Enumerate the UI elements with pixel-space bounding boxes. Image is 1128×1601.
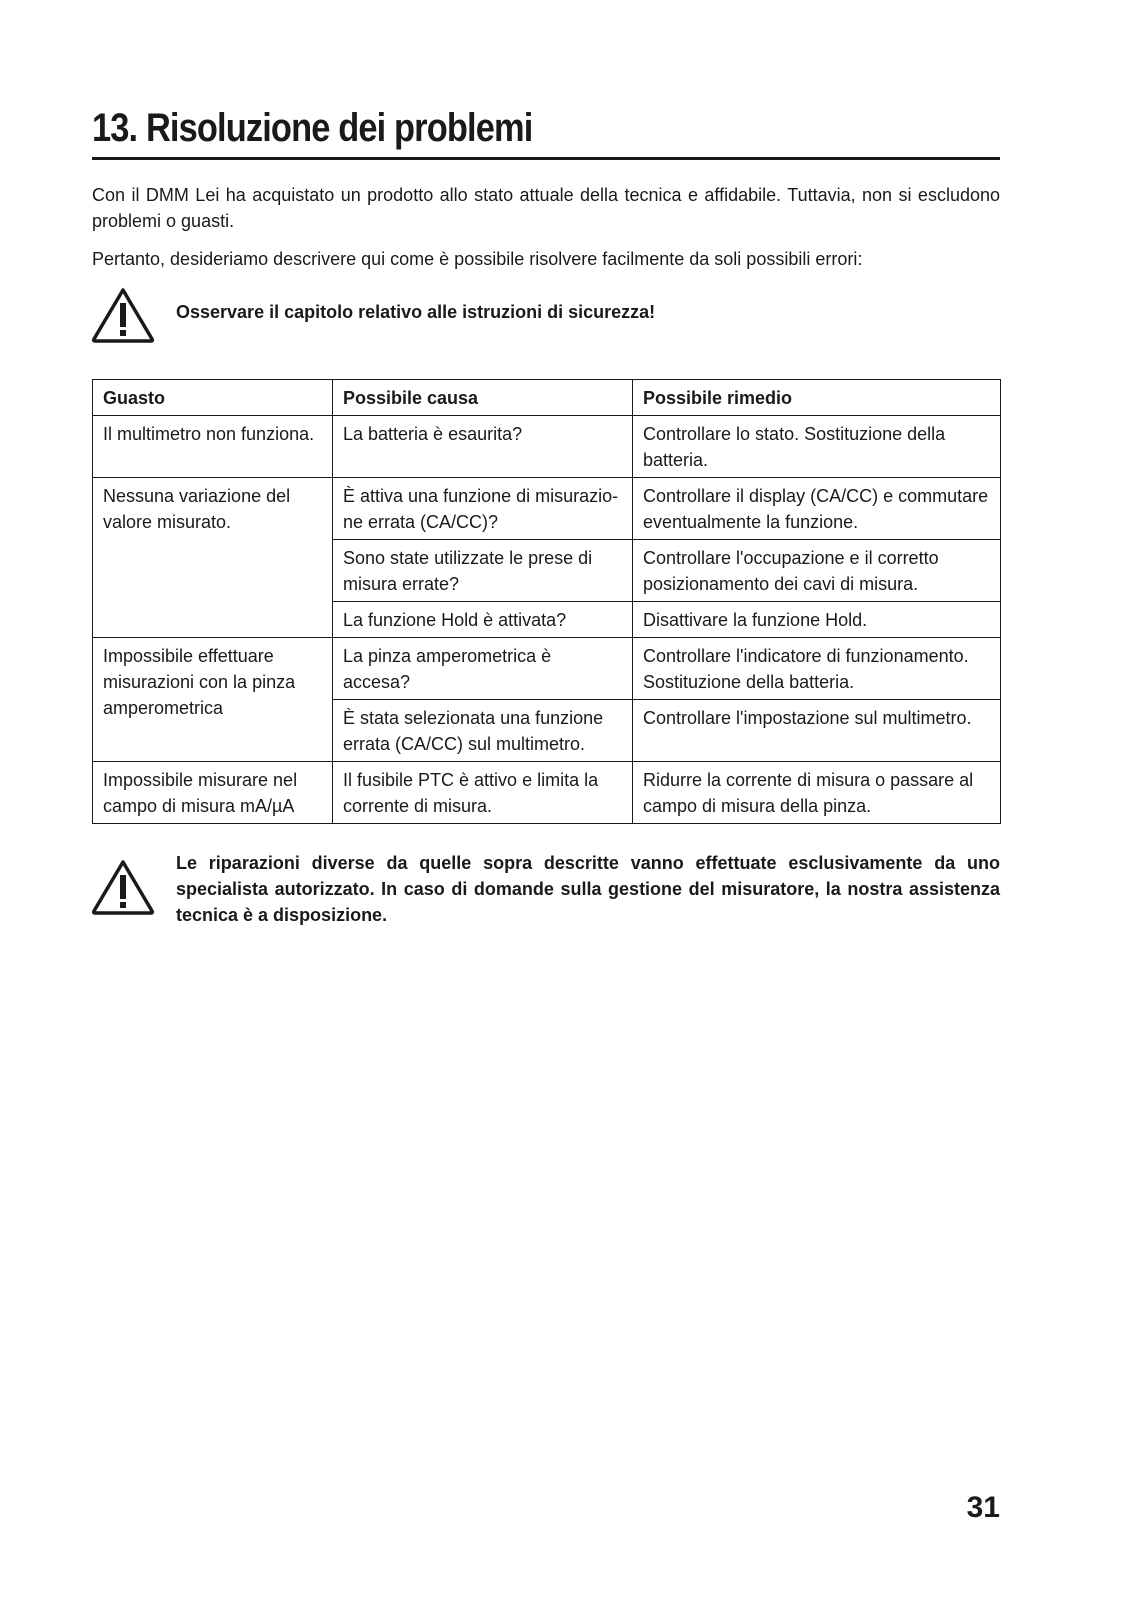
table-row <box>93 478 1001 540</box>
cause-cell: È attiva una funzione di misurazio-ne errata (CA/CC)? <box>333 478 633 540</box>
safety-warning-text: Osservare il capitolo relativo alle istruzioni di sicurezza! <box>176 302 656 322</box>
remedy-cell: Controllare lo stato. Sostituzione della batteria. <box>633 416 1001 478</box>
header-remedy: Possibile rimedio <box>633 380 1001 416</box>
table-header-row <box>93 380 1001 416</box>
warning-triangle-icon <box>90 286 156 344</box>
warning-triangle-icon <box>90 858 156 916</box>
page-number: 31 <box>966 1491 1000 1524</box>
page-title: 13. Risoluzione dei problemi <box>92 106 533 150</box>
title-rule <box>92 157 1000 160</box>
cause-cell: La batteria è esaurita? <box>333 416 633 478</box>
remedy-cell: Controllare l'impostazione sul multimetro. <box>633 700 1001 762</box>
troubleshooting-table <box>92 379 1001 824</box>
header-cause: Possibile causa <box>333 380 633 416</box>
table-row <box>93 416 1001 478</box>
intro-paragraph-1: Con il DMM Lei ha acquistato un prodotto allo stato attuale della tecnica e affidabile. Tuttavia, non si escludono problemi o guasti. <box>92 185 1000 231</box>
cause-cell: Il fusibile PTC è attivo e limita la corrente di misura. <box>333 762 633 824</box>
fault-cell: Il multimetro non funziona. <box>93 416 333 478</box>
remedy-cell: Disattivare la funzione Hold. <box>633 602 1001 638</box>
cause-cell: È stata selezionata una funzione errata (CA/CC) sul multimetro. <box>333 700 633 762</box>
remedy-cell: Ridurre la corrente di misura o passare al campo di misura della pinza. <box>633 762 1001 824</box>
table-row <box>93 638 1001 700</box>
header-fault: Guasto <box>93 380 333 416</box>
intro-paragraph-2: Pertanto, desideriamo descrivere qui come è possibile risolvere facilmente da soli possibili errori: <box>92 249 863 269</box>
cause-cell: La pinza amperometrica è accesa? <box>333 638 633 700</box>
table-row <box>93 762 1001 824</box>
repair-warning-text: Le riparazioni diverse da quelle sopra descritte vanno effettuate esclusivamente da uno specialista autorizzato. In caso di domande sulla gestione del misuratore, la nostra assistenza tecnica è a disposizione. <box>176 853 1000 925</box>
fault-cell: Impossibile effettuare misurazioni con la pinza amperometrica <box>93 638 333 762</box>
fault-cell: Impossibile misurare nel campo di misura mA/µA <box>93 762 333 824</box>
cause-cell: Sono state utilizzate le prese di misura errate? <box>333 540 633 602</box>
remedy-cell: Controllare l'indicatore di funzionamento. Sostituzione della batteria. <box>633 638 1001 700</box>
fault-cell: Nessuna variazione del valore misurato. <box>93 478 333 638</box>
cause-cell: La funzione Hold è attivata? <box>333 602 633 638</box>
remedy-cell: Controllare il display (CA/CC) e commutare eventualmente la funzione. <box>633 478 1001 540</box>
remedy-cell: Controllare l'occupazione e il corretto posizionamento dei cavi di misura. <box>633 540 1001 602</box>
